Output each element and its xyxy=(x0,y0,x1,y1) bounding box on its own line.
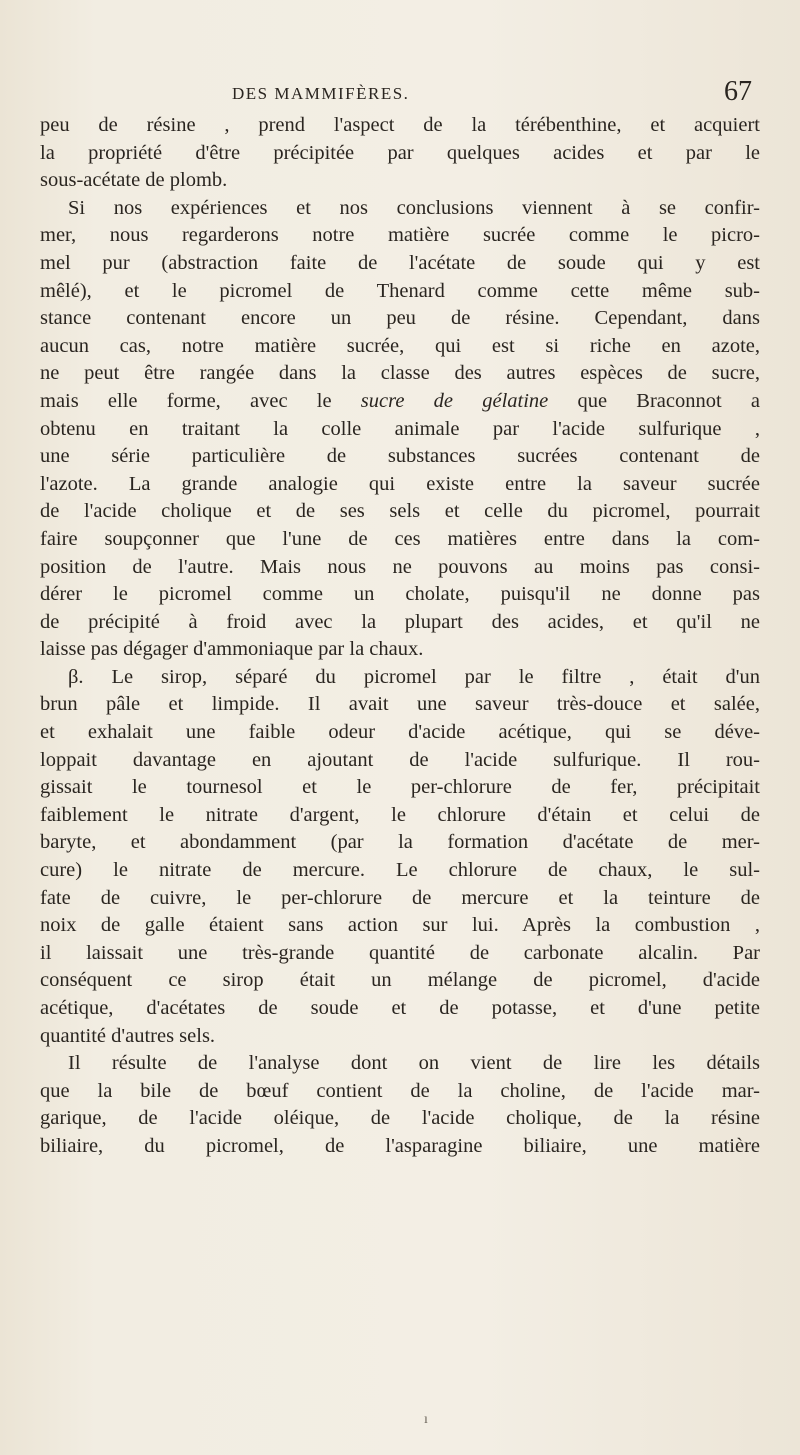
text-line: faiblement le nitrate d'argent, le chlorure d'étain et celui de xyxy=(40,803,760,826)
text-line: obtenu en traitant la colle animale par l'acide sulfurique , xyxy=(40,417,760,440)
text-line: quantité d'autres sels. xyxy=(40,1024,216,1047)
text-line: l'azote. La grande analogie qui existe entre la saveur sucrée xyxy=(40,472,760,495)
text-line: position de l'autre. Mais nous ne pouvons au moins pas consi- xyxy=(40,555,760,578)
text-run: mais elle forme, avec le xyxy=(40,389,361,412)
text-line: fate de cuivre, le per-chlorure de mercure et la teinture de xyxy=(40,886,760,909)
text-line: gissait le tournesol et le per-chlorure de fer, précipitait xyxy=(40,776,760,799)
text-line: de précipité à froid avec la plupart des acides, et qu'il ne xyxy=(40,610,760,633)
text-line: Si nos expériences et nos conclusions viennent à se confir- xyxy=(68,196,760,219)
text-line: peu de résine , prend l'aspect de la térébenthine, et acquiert xyxy=(40,114,760,136)
bottom-mark: ı xyxy=(424,1412,428,1427)
text-line: cure) le nitrate de mercure. Le chlorure de chaux, le sul- xyxy=(40,859,760,882)
text-line: ne peut être rangée dans la classe des autres espèces de sucre, xyxy=(40,362,760,385)
text-line: loppait davantage en ajoutant de l'acide sulfurique. Il rou- xyxy=(40,748,760,771)
italic-term: sucre de gélatine xyxy=(360,389,549,412)
page-number: 67 xyxy=(724,76,752,107)
text-line: et exhalait une faible odeur d'acide acétique, qui se déve- xyxy=(40,721,760,744)
running-head: DES MAMMIFÈRES. xyxy=(232,84,410,103)
text-line: mêlé), et le picromel de Thenard comme cette même sub- xyxy=(40,279,760,302)
text-line: mel pur (abstraction faite de l'acétate de soude qui y est xyxy=(40,251,760,274)
text-run: que Braconnot a xyxy=(548,389,760,412)
text-line: stance contenant encore un peu de résine. Cependant, dans xyxy=(40,307,760,330)
text-line: laisse pas dégager d'ammoniaque par la chaux. xyxy=(40,638,424,661)
text-line: Il résulte de l'analyse dont on vient de lire les détails xyxy=(68,1052,760,1075)
text-line: biliaire, du picromel, de l'asparagine biliaire, une matière xyxy=(40,1134,760,1157)
text-line: que la bile de bœuf contient de la choline, de l'acide mar- xyxy=(40,1079,760,1102)
text-line: brun pâle et limpide. Il avait une saveur très-douce et salée, xyxy=(40,693,760,716)
text-line: acétique, d'acétates de soude et de potasse, et d'une petite xyxy=(40,997,760,1019)
text-line: aucun cas, notre matière sucrée, qui est si riche en azote, xyxy=(40,334,760,357)
text-line: conséquent ce sirop était un mélange de picromel, d'acide xyxy=(40,969,760,992)
text-line: β. Le sirop, séparé du picromel par le filtre , était d'un xyxy=(68,665,760,688)
text-line: sous-acétate de plomb. xyxy=(40,169,228,192)
text-line: noix de galle étaient sans action sur lui. Après la combustion , xyxy=(40,914,760,937)
text-line: la propriété d'être précipitée par quelques acides et par le xyxy=(40,141,760,164)
text-line: baryte, et abondamment (par la formation d'acétate de mer- xyxy=(40,831,760,854)
text-line: dérer le picromel comme un cholate, puisqu'il ne donne pas xyxy=(40,583,760,606)
text-line: de l'acide cholique et de ses sels et celle du picromel, pourrait xyxy=(40,500,760,523)
text-line: mer, nous regarderons notre matière sucrée comme le picro- xyxy=(40,224,760,247)
text-line: faire soupçonner que l'une de ces matières entre dans la com- xyxy=(40,527,760,550)
text-line: garique, de l'acide oléique, de l'acide cholique, de la résine xyxy=(40,1107,760,1130)
text-line: il laissait une très-grande quantité de carbonate alcalin. Par xyxy=(40,941,760,964)
body-text xyxy=(40,112,760,1161)
text-line: une série particulière de substances sucrées contenant de xyxy=(40,445,760,468)
text-line xyxy=(40,388,760,416)
